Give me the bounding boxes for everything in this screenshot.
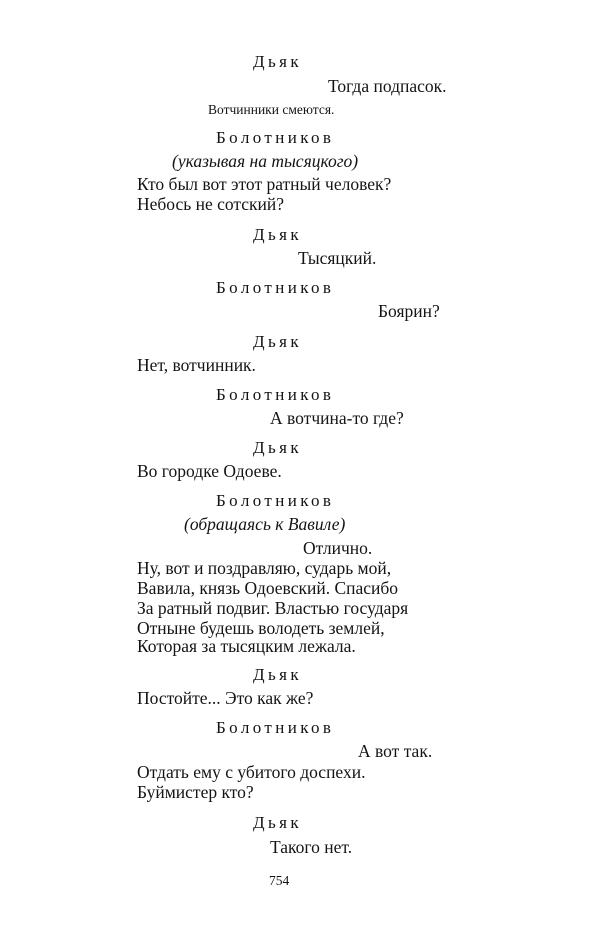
speech-line: Такого нет. <box>270 837 353 857</box>
speech-line: Кто был вот этот ратный человек? <box>137 174 392 194</box>
speech-line: Отдать ему с убитого доспехи. <box>137 762 366 782</box>
speaker-name: Болотников <box>216 278 335 297</box>
speech-line: Ну, вот и поздравляю, сударь мой, <box>137 558 392 578</box>
page-number: 754 <box>269 873 290 888</box>
stage-direction: Вотчинники смеются. <box>208 102 335 117</box>
speech-line: Постойте... Это как же? <box>137 688 314 708</box>
speaker-name: Дьяк <box>253 438 303 457</box>
speech-line: А вотчина-то где? <box>270 408 404 428</box>
speech-line: Тогда подпасок. <box>328 76 447 96</box>
speaker-name: Дьяк <box>253 332 303 351</box>
stage-direction: (указывая на тысяцкого) <box>172 151 359 171</box>
speaker-name: Болотников <box>216 385 335 404</box>
speech-line: Отныне будешь володеть землей, <box>137 618 385 638</box>
speech-line: Тысяцкий. <box>298 248 377 268</box>
speech-line: Во городке Одоеве. <box>137 461 282 481</box>
speaker-name: Болотников <box>216 491 335 510</box>
speech-line: Которая за тысяцким лежала. <box>137 636 356 656</box>
speaker-name: Дьяк <box>253 225 303 244</box>
speech-line: Отлично. <box>303 538 373 558</box>
speaker-name: Дьяк <box>253 665 303 684</box>
speaker-name: Дьяк <box>253 813 303 832</box>
speech-line: Небось не сотский? <box>137 194 285 214</box>
speaker-name: Болотников <box>216 718 335 737</box>
speech-line: А вот так. <box>358 741 433 761</box>
speech-line: Нет, вотчинник. <box>137 355 256 375</box>
speech-line: Вавила, князь Одоевский. Спасибо <box>137 578 399 598</box>
speech-line: Буймистер кто? <box>137 782 254 802</box>
speaker-name: Болотников <box>216 128 335 147</box>
speech-line: За ратный подвиг. Властью государя <box>137 598 409 618</box>
speech-line: Боярин? <box>378 301 440 321</box>
speaker-name: Дьяк <box>253 52 303 71</box>
stage-direction: (обращаясь к Вавиле) <box>184 514 346 534</box>
